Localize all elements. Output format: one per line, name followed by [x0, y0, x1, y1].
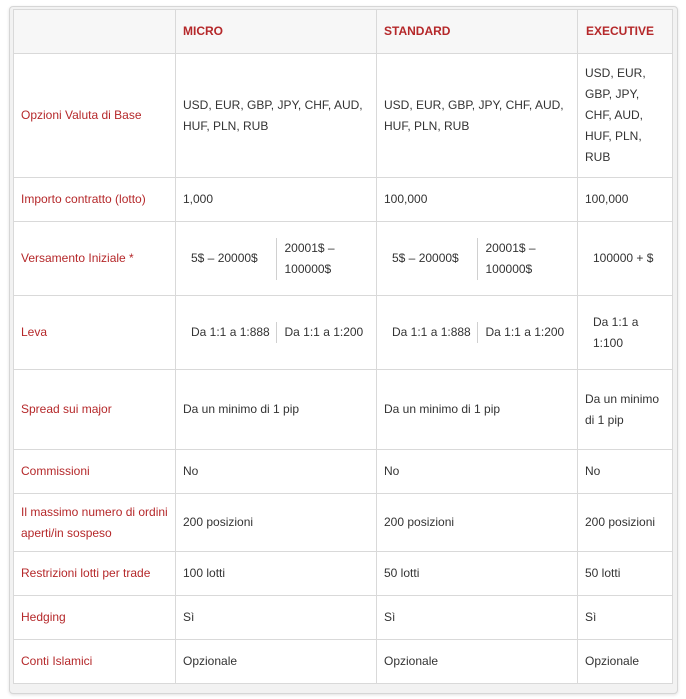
cell-standard: No [377, 450, 578, 494]
cell-executive: USD, EUR, GBP, JPY, CHF, AUD, HUF, PLN, RUB [578, 54, 673, 178]
table-row [14, 596, 673, 640]
cell-micro: 1,000 [176, 178, 377, 222]
cell-micro: USD, EUR, GBP, JPY, CHF, AUD, HUF, PLN, RUB [176, 54, 377, 178]
table-row [14, 370, 673, 450]
cell-standard-leverage-a: Da 1:1 a 1:888 [392, 325, 471, 339]
header-empty-cell [14, 10, 176, 54]
cell-standard-leverage-b: Da 1:1 a 1:200 [477, 322, 571, 343]
cell-standard: Sì [377, 596, 578, 640]
row-label: Commissioni [14, 450, 176, 494]
cell-standard: 50 lotti [377, 552, 578, 596]
cell-micro: No [176, 450, 377, 494]
header-executive: EXECUTIVE [578, 10, 673, 54]
cell-executive: 100,000 [578, 178, 673, 222]
cell-standard: USD, EUR, GBP, JPY, CHF, AUD, HUF, PLN, RUB [377, 54, 578, 178]
row-label: Conti Islamici [14, 640, 176, 684]
cell-micro: Opzionale [176, 640, 377, 684]
row-label: Versamento Iniziale * [14, 222, 176, 296]
cell-standard-range-a: 5$ – 20000$ [392, 251, 459, 265]
cell-executive: 50 lotti [578, 552, 673, 596]
cell-micro: Sì [176, 596, 377, 640]
cell-executive: 200 posizioni [578, 494, 673, 552]
table-row [14, 450, 673, 494]
cell-standard [377, 296, 578, 370]
cell-micro: 100 lotti [176, 552, 377, 596]
table-row [14, 296, 673, 370]
row-label: Importo contratto (lotto) [14, 178, 176, 222]
table-row [14, 640, 673, 684]
cell-executive: Da 1:1 a 1:100 [578, 296, 673, 370]
cell-executive: 100000 + $ [578, 222, 673, 296]
cell-micro-leverage-a: Da 1:1 a 1:888 [191, 325, 270, 339]
row-label: Hedging [14, 596, 176, 640]
cell-standard [377, 222, 578, 296]
cell-standard: Da un minimo di 1 pip [377, 370, 578, 450]
header-micro: MICRO [176, 10, 377, 54]
table-row [14, 222, 673, 296]
account-comparison-table [13, 9, 673, 684]
header-standard: STANDARD [377, 10, 578, 54]
table-row [14, 494, 673, 552]
cell-micro: 200 posizioni [176, 494, 377, 552]
table-row [14, 178, 673, 222]
row-label: Spread sui major [14, 370, 176, 450]
row-label: Restrizioni lotti per trade [14, 552, 176, 596]
row-label: Opzioni Valuta di Base [14, 54, 176, 178]
row-label: Leva [14, 296, 176, 370]
cell-micro [176, 222, 377, 296]
table-header-row [14, 10, 673, 54]
cell-micro [176, 296, 377, 370]
cell-standard: Opzionale [377, 640, 578, 684]
cell-executive: Sì [578, 596, 673, 640]
cell-standard: 200 posizioni [377, 494, 578, 552]
cell-micro-leverage-b: Da 1:1 a 1:200 [276, 322, 370, 343]
cell-executive: Opzionale [578, 640, 673, 684]
cell-executive: Da un minimo di 1 pip [578, 370, 673, 450]
table-row [14, 552, 673, 596]
cell-micro-range-b: 20001$ – 100000$ [276, 238, 370, 280]
cell-micro-range-a: 5$ – 20000$ [191, 251, 258, 265]
cell-micro: Da un minimo di 1 pip [176, 370, 377, 450]
cell-standard-range-b: 20001$ – 100000$ [477, 238, 571, 280]
cell-executive: No [578, 450, 673, 494]
row-label: Il massimo numero di ordini aperti/in sospeso [14, 494, 176, 552]
cell-standard: 100,000 [377, 178, 578, 222]
table-row [14, 54, 673, 178]
